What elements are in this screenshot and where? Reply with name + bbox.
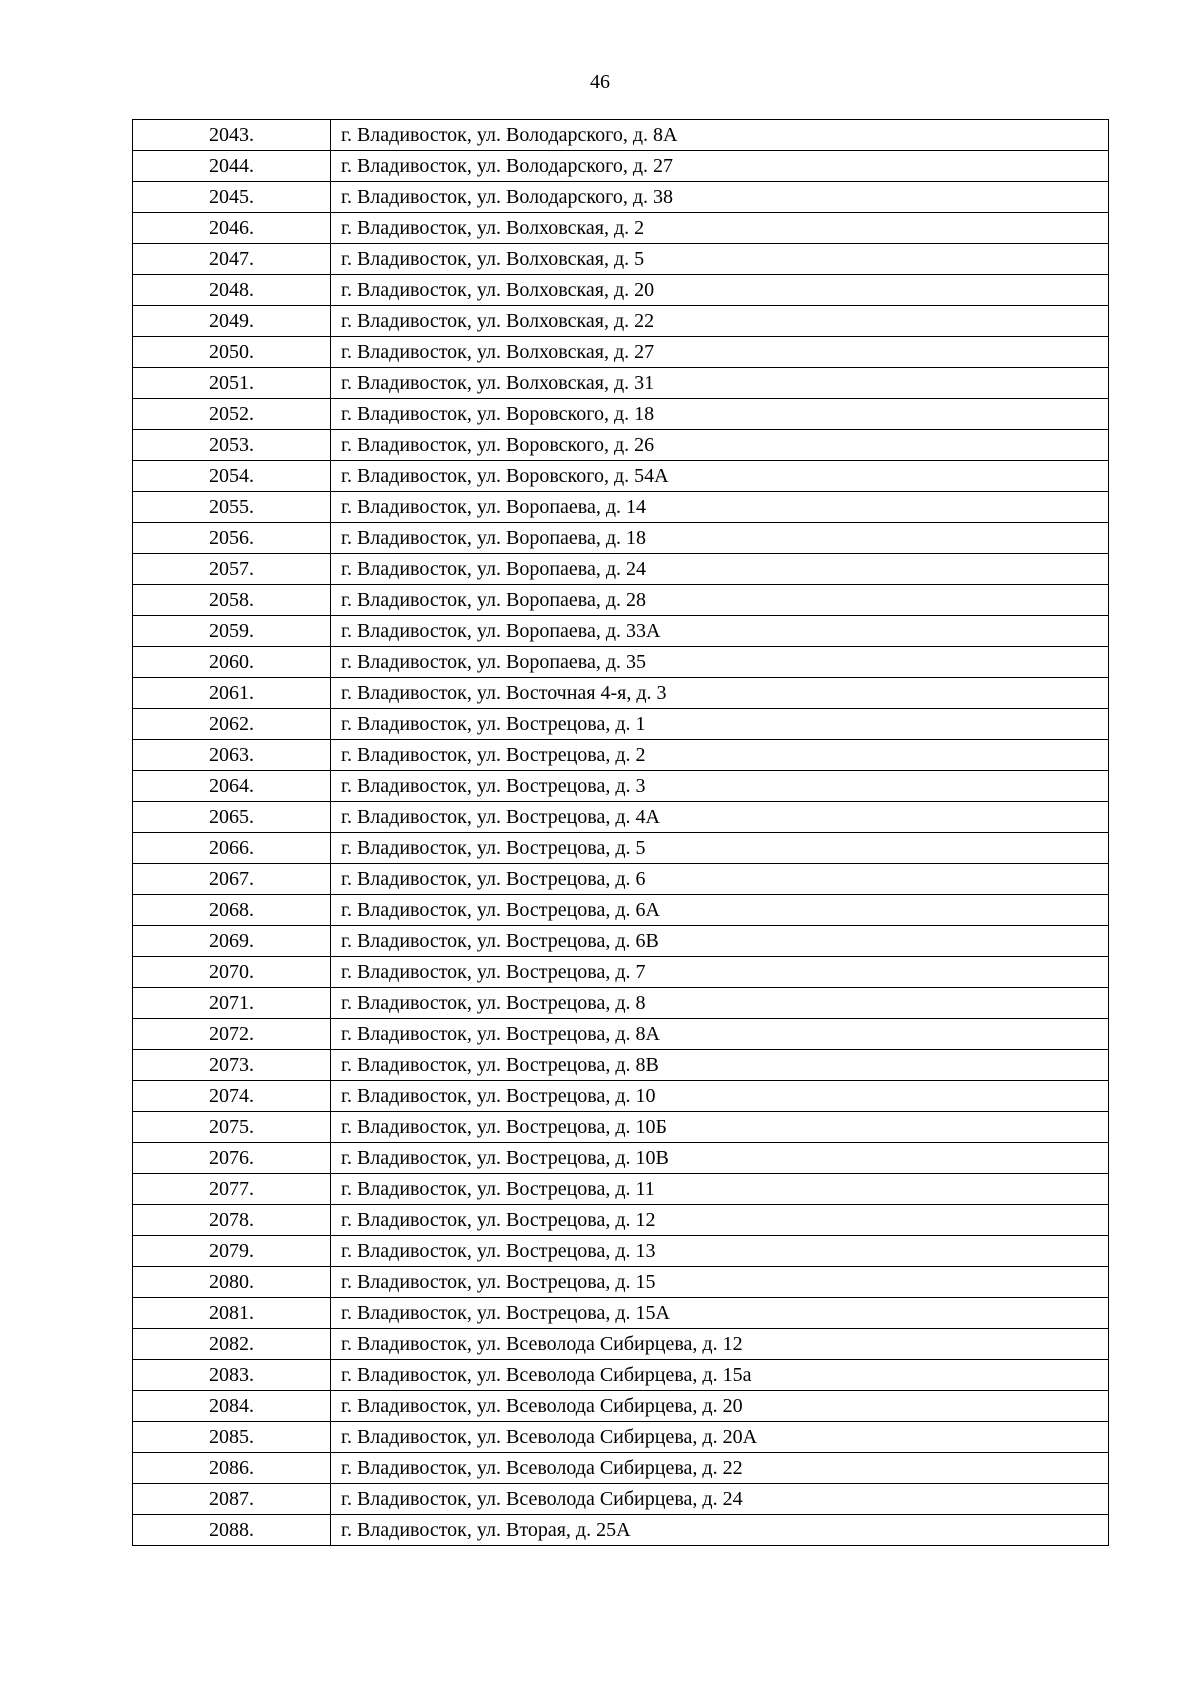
address-cell: г. Владивосток, ул. Вострецова, д. 8 [331,988,1109,1019]
address-cell: г. Владивосток, ул. Всеволода Сибирцева, д. 20 [331,1391,1109,1422]
table-row [133,1391,1109,1422]
address-cell: г. Владивосток, ул. Вострецова, д. 7 [331,957,1109,988]
table-row [133,1174,1109,1205]
address-cell: г. Владивосток, ул. Воропаева, д. 18 [331,523,1109,554]
address-cell: г. Владивосток, ул. Волховская, д. 22 [331,306,1109,337]
table-row [133,585,1109,616]
table-row [133,306,1109,337]
address-cell: г. Владивосток, ул. Волховская, д. 27 [331,337,1109,368]
address-cell: г. Владивосток, ул. Володарского, д. 8А [331,120,1109,151]
address-cell: г. Владивосток, ул. Володарского, д. 38 [331,182,1109,213]
address-cell: г. Владивосток, ул. Вострецова, д. 11 [331,1174,1109,1205]
table-row [133,120,1109,151]
address-cell: г. Владивосток, ул. Воровского, д. 54А [331,461,1109,492]
table-row [133,244,1109,275]
table-row [133,1515,1109,1546]
row-number-cell: 2043. [133,120,331,151]
address-cell: г. Владивосток, ул. Вострецова, д. 3 [331,771,1109,802]
address-cell: г. Владивосток, ул. Всеволода Сибирцева, д. 22 [331,1453,1109,1484]
address-cell: г. Владивосток, ул. Вострецова, д. 8А [331,1019,1109,1050]
address-cell: г. Владивосток, ул. Всеволода Сибирцева, д. 15а [331,1360,1109,1391]
address-cell: г. Владивосток, ул. Вострецова, д. 4А [331,802,1109,833]
table-row [133,895,1109,926]
address-cell: г. Владивосток, ул. Вострецова, д. 6А [331,895,1109,926]
row-number-cell: 2058. [133,585,331,616]
row-number-cell: 2048. [133,275,331,306]
table-row [133,337,1109,368]
table-row [133,1112,1109,1143]
table-row [133,1422,1109,1453]
table-row [133,1267,1109,1298]
address-cell: г. Владивосток, ул. Вострецова, д. 10 [331,1081,1109,1112]
address-cell: г. Владивосток, ул. Вострецова, д. 12 [331,1205,1109,1236]
row-number-cell: 2051. [133,368,331,399]
row-number-cell: 2084. [133,1391,331,1422]
address-cell: г. Владивосток, ул. Вострецова, д. 6В [331,926,1109,957]
row-number-cell: 2080. [133,1267,331,1298]
address-cell: г. Владивосток, ул. Воровского, д. 18 [331,399,1109,430]
row-number-cell: 2078. [133,1205,331,1236]
row-number-cell: 2054. [133,461,331,492]
address-table-body [133,120,1109,1546]
address-cell: г. Владивосток, ул. Вострецова, д. 10В [331,1143,1109,1174]
table-row [133,554,1109,585]
address-cell: г. Владивосток, ул. Вострецова, д. 5 [331,833,1109,864]
table-row [133,182,1109,213]
address-cell: г. Владивосток, ул. Вострецова, д. 13 [331,1236,1109,1267]
address-cell: г. Владивосток, ул. Волховская, д. 20 [331,275,1109,306]
address-cell: г. Владивосток, ул. Вострецова, д. 2 [331,740,1109,771]
row-number-cell: 2046. [133,213,331,244]
row-number-cell: 2085. [133,1422,331,1453]
row-number-cell: 2077. [133,1174,331,1205]
row-number-cell: 2044. [133,151,331,182]
table-row [133,1205,1109,1236]
table-row [133,1360,1109,1391]
table-row [133,275,1109,306]
table-row [133,430,1109,461]
address-cell: г. Владивосток, ул. Вострецова, д. 6 [331,864,1109,895]
address-cell: г. Владивосток, ул. Волховская, д. 2 [331,213,1109,244]
table-row [133,1329,1109,1360]
address-cell: г. Владивосток, ул. Воропаева, д. 14 [331,492,1109,523]
table-row [133,647,1109,678]
table-row [133,1081,1109,1112]
address-table [132,119,1109,1546]
address-cell: г. Владивосток, ул. Вторая, д. 25А [331,1515,1109,1546]
table-row [133,1050,1109,1081]
row-number-cell: 2087. [133,1484,331,1515]
row-number-cell: 2057. [133,554,331,585]
table-row [133,864,1109,895]
address-cell: г. Владивосток, ул. Всеволода Сибирцева, д. 12 [331,1329,1109,1360]
address-cell: г. Владивосток, ул. Волховская, д. 31 [331,368,1109,399]
address-cell: г. Владивосток, ул. Вострецова, д. 15 [331,1267,1109,1298]
row-number-cell: 2086. [133,1453,331,1484]
row-number-cell: 2071. [133,988,331,1019]
table-row [133,988,1109,1019]
table-row [133,399,1109,430]
row-number-cell: 2082. [133,1329,331,1360]
table-row [133,709,1109,740]
row-number-cell: 2055. [133,492,331,523]
address-cell: г. Владивосток, ул. Володарского, д. 27 [331,151,1109,182]
table-row [133,213,1109,244]
address-cell: г. Владивосток, ул. Вострецова, д. 1 [331,709,1109,740]
row-number-cell: 2050. [133,337,331,368]
row-number-cell: 2047. [133,244,331,275]
row-number-cell: 2079. [133,1236,331,1267]
table-row [133,802,1109,833]
address-cell: г. Владивосток, ул. Воропаева, д. 24 [331,554,1109,585]
address-cell: г. Владивосток, ул. Волховская, д. 5 [331,244,1109,275]
row-number-cell: 2073. [133,1050,331,1081]
table-row [133,740,1109,771]
row-number-cell: 2062. [133,709,331,740]
address-cell: г. Владивосток, ул. Всеволода Сибирцева, д. 20А [331,1422,1109,1453]
address-cell: г. Владивосток, ул. Воропаева, д. 33А [331,616,1109,647]
table-row [133,926,1109,957]
table-row [133,957,1109,988]
table-row [133,461,1109,492]
row-number-cell: 2053. [133,430,331,461]
row-number-cell: 2088. [133,1515,331,1546]
row-number-cell: 2045. [133,182,331,213]
address-cell: г. Владивосток, ул. Вострецова, д. 15А [331,1298,1109,1329]
table-row [133,833,1109,864]
row-number-cell: 2076. [133,1143,331,1174]
table-row [133,1236,1109,1267]
table-row [133,616,1109,647]
row-number-cell: 2081. [133,1298,331,1329]
table-row [133,1143,1109,1174]
address-cell: г. Владивосток, ул. Восточная 4-я, д. 3 [331,678,1109,709]
table-row [133,1453,1109,1484]
row-number-cell: 2064. [133,771,331,802]
row-number-cell: 2060. [133,647,331,678]
row-number-cell: 2083. [133,1360,331,1391]
table-row [133,1298,1109,1329]
table-row [133,1019,1109,1050]
address-cell: г. Владивосток, ул. Воропаева, д. 28 [331,585,1109,616]
table-row [133,151,1109,182]
page-number: 46 [590,71,610,93]
row-number-cell: 2075. [133,1112,331,1143]
table-row [133,678,1109,709]
row-number-cell: 2056. [133,523,331,554]
address-cell: г. Владивосток, ул. Всеволода Сибирцева, д. 24 [331,1484,1109,1515]
row-number-cell: 2069. [133,926,331,957]
table-row [133,771,1109,802]
row-number-cell: 2068. [133,895,331,926]
table-row [133,523,1109,554]
row-number-cell: 2067. [133,864,331,895]
row-number-cell: 2066. [133,833,331,864]
address-cell: г. Владивосток, ул. Воропаева, д. 35 [331,647,1109,678]
row-number-cell: 2072. [133,1019,331,1050]
row-number-cell: 2059. [133,616,331,647]
table-row [133,368,1109,399]
row-number-cell: 2074. [133,1081,331,1112]
row-number-cell: 2063. [133,740,331,771]
address-cell: г. Владивосток, ул. Воровского, д. 26 [331,430,1109,461]
row-number-cell: 2061. [133,678,331,709]
row-number-cell: 2049. [133,306,331,337]
row-number-cell: 2052. [133,399,331,430]
row-number-cell: 2065. [133,802,331,833]
table-row [133,1484,1109,1515]
address-cell: г. Владивосток, ул. Вострецова, д. 8В [331,1050,1109,1081]
table-row [133,492,1109,523]
row-number-cell: 2070. [133,957,331,988]
address-cell: г. Владивосток, ул. Вострецова, д. 10Б [331,1112,1109,1143]
